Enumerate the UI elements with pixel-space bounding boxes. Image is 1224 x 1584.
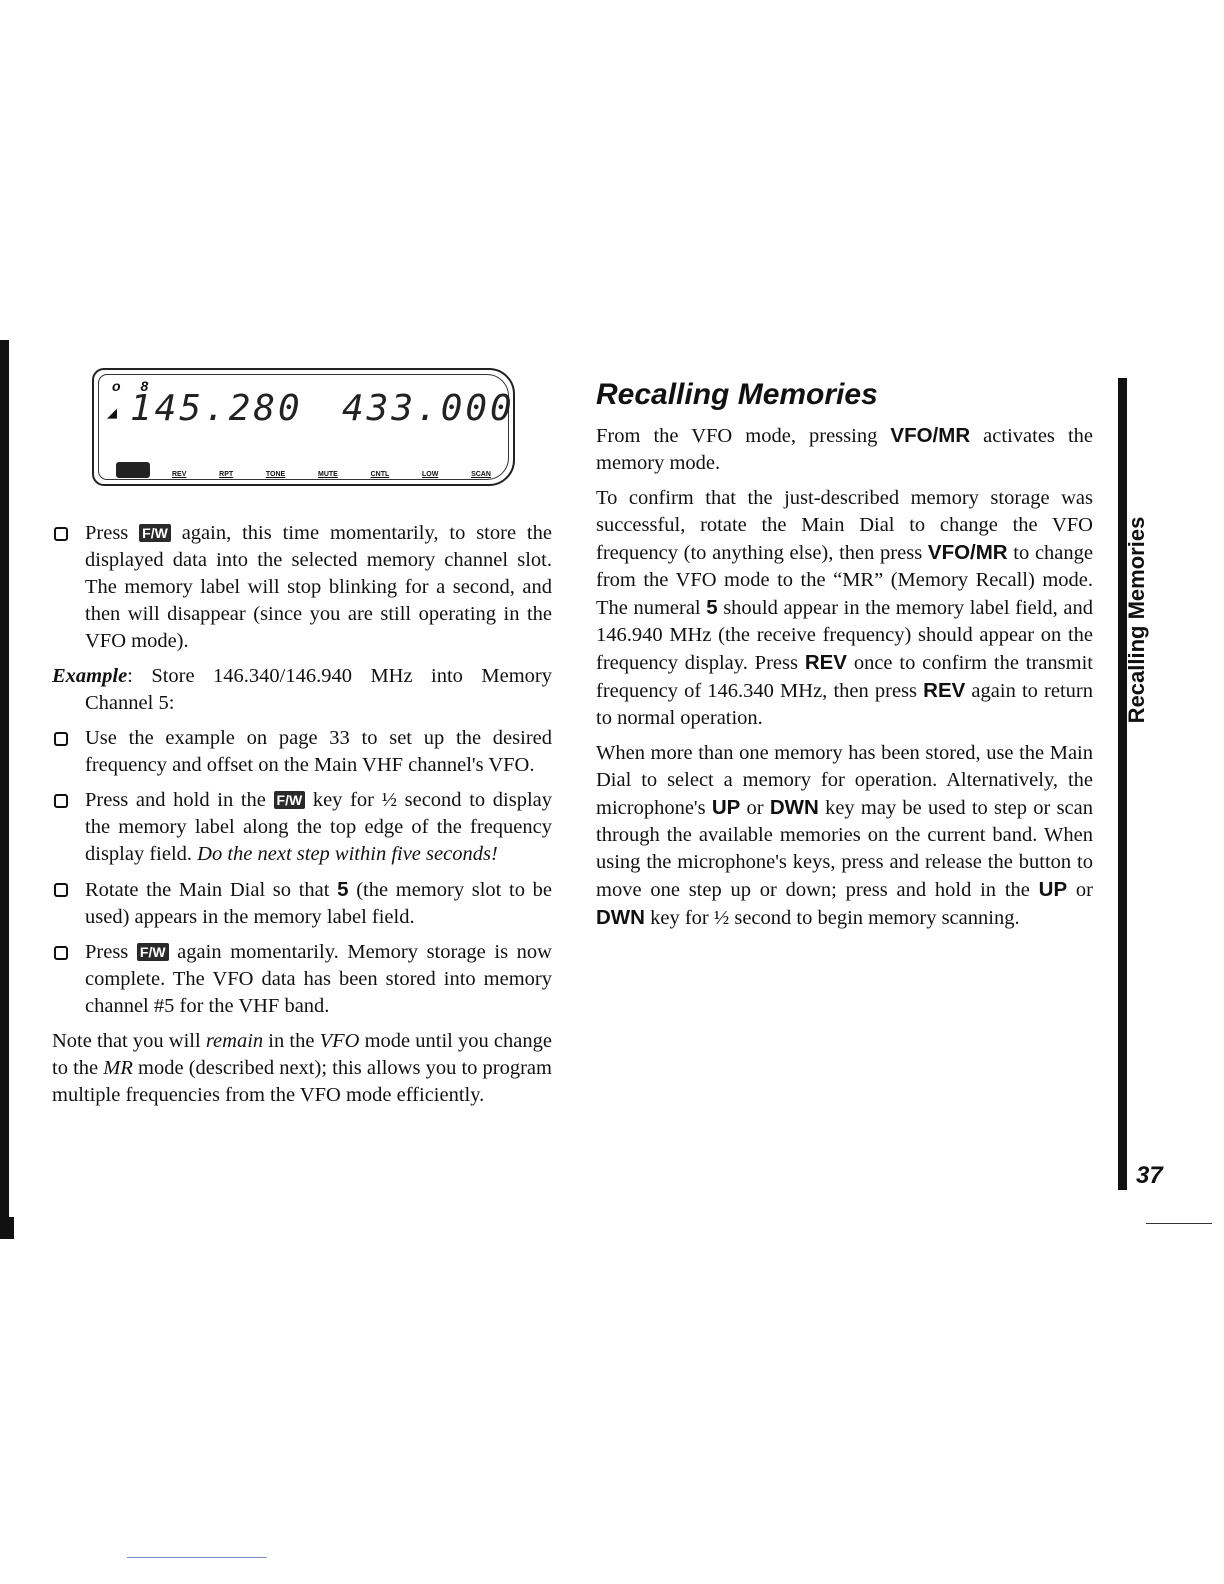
lcd-indicator: RPT [219,471,234,478]
scan-mark-line [127,1557,267,1558]
lcd-indicator: SCAN [471,471,491,478]
section-tab-bar [1118,378,1127,1190]
fw-key-icon: F/W [139,524,171,542]
lcd-memory-marks: o 8 [112,378,157,394]
lcd-fw-indicator [116,462,150,478]
lcd-indicator: CNTL [370,471,390,478]
note-paragraph: Note that you will remain in the VFO mode until you change to the MR mode (described next); this allows you to program multiple frequencies from the VFO mode efficiently. [52,1030,552,1106]
checkbox-icon [54,794,68,808]
lcd-sub-frequency: 433.000 [342,388,515,429]
checkbox-icon [54,946,68,960]
lcd-display-figure [92,368,515,486]
checkbox-icon [54,527,68,541]
lcd-indicator-row [172,471,491,478]
right-column [596,378,1093,940]
step-item: Rotate the Main Dial so that 5 (the memory slot to be used) appears in the memory label field. [52,876,552,931]
lcd-indicator: TONE [265,471,286,478]
section-title: Recalling Memories [596,378,878,411]
step-item: Use the example on page 33 to set up the desired frequency and offset on the Main VHF channel's VFO. [52,725,552,779]
paragraph: From the VFO mode, pressing VFO/MR activates the memory mode. [596,424,1093,474]
paragraph: To confirm that the just-described memory storage was successful, rotate the Main Dial to change the VFO frequency (to anything else), then press VFO/MR to change from the VFO mode to the “MR” (Memory Recall) mode. The numeral 5 should appear in the memory label field, and 146.940 MHz (the receive frequency) should appear on the frequency display. Press REV once to confirm the transmit frequency of 146.340 MHz, then press REV again to return to normal operation. [596,487,1093,729]
left-column [52,520,552,1117]
footer-rule [1146,1223,1212,1224]
lcd-indicator: REV [172,471,187,478]
example-line: Example: Store 146.340/146.940 MHz into Memory Channel 5: [52,665,552,714]
lcd-indicator: LOW [422,471,439,478]
checkbox-icon [54,883,68,897]
fw-key-icon: F/W [137,943,169,961]
step-item: Press F/W again momentarily. Memory storage is now complete. The VFO data has been stored into memory channel #5 for the VHF band. [52,939,552,1020]
page-number: 37 [1136,1162,1163,1189]
fw-key-icon: F/W [274,791,306,809]
checkbox-icon [54,732,68,746]
binding-edge [0,340,9,1225]
lcd-ptt-icon: ◢ [107,406,117,421]
step-item: Press F/W again, this time momentarily, to store the displayed data into the selected memory channel slot. The memory label will stop blinking for a second, and then will disappear (since you are still operating in the VFO mode). [52,520,552,655]
step-item: Press and hold in the F/W key for ½ second to display the memory label along the top edge of the frequency display field. Do the next step within five seconds! [52,787,552,868]
paragraph: When more than one memory has been stored, use the Main Dial to select a memory for operation. Alternatively, the microphone's UP or DWN key may be used to step or scan through the available memories on the current band. When using the microphone's keys, press and release the button to move one step up or down; press and hold in the UP or DWN key for ½ second to begin memory scanning. [596,742,1093,929]
lcd-main-frequency: 145.280 [130,388,303,429]
lcd-indicator: MUTE [317,471,338,478]
